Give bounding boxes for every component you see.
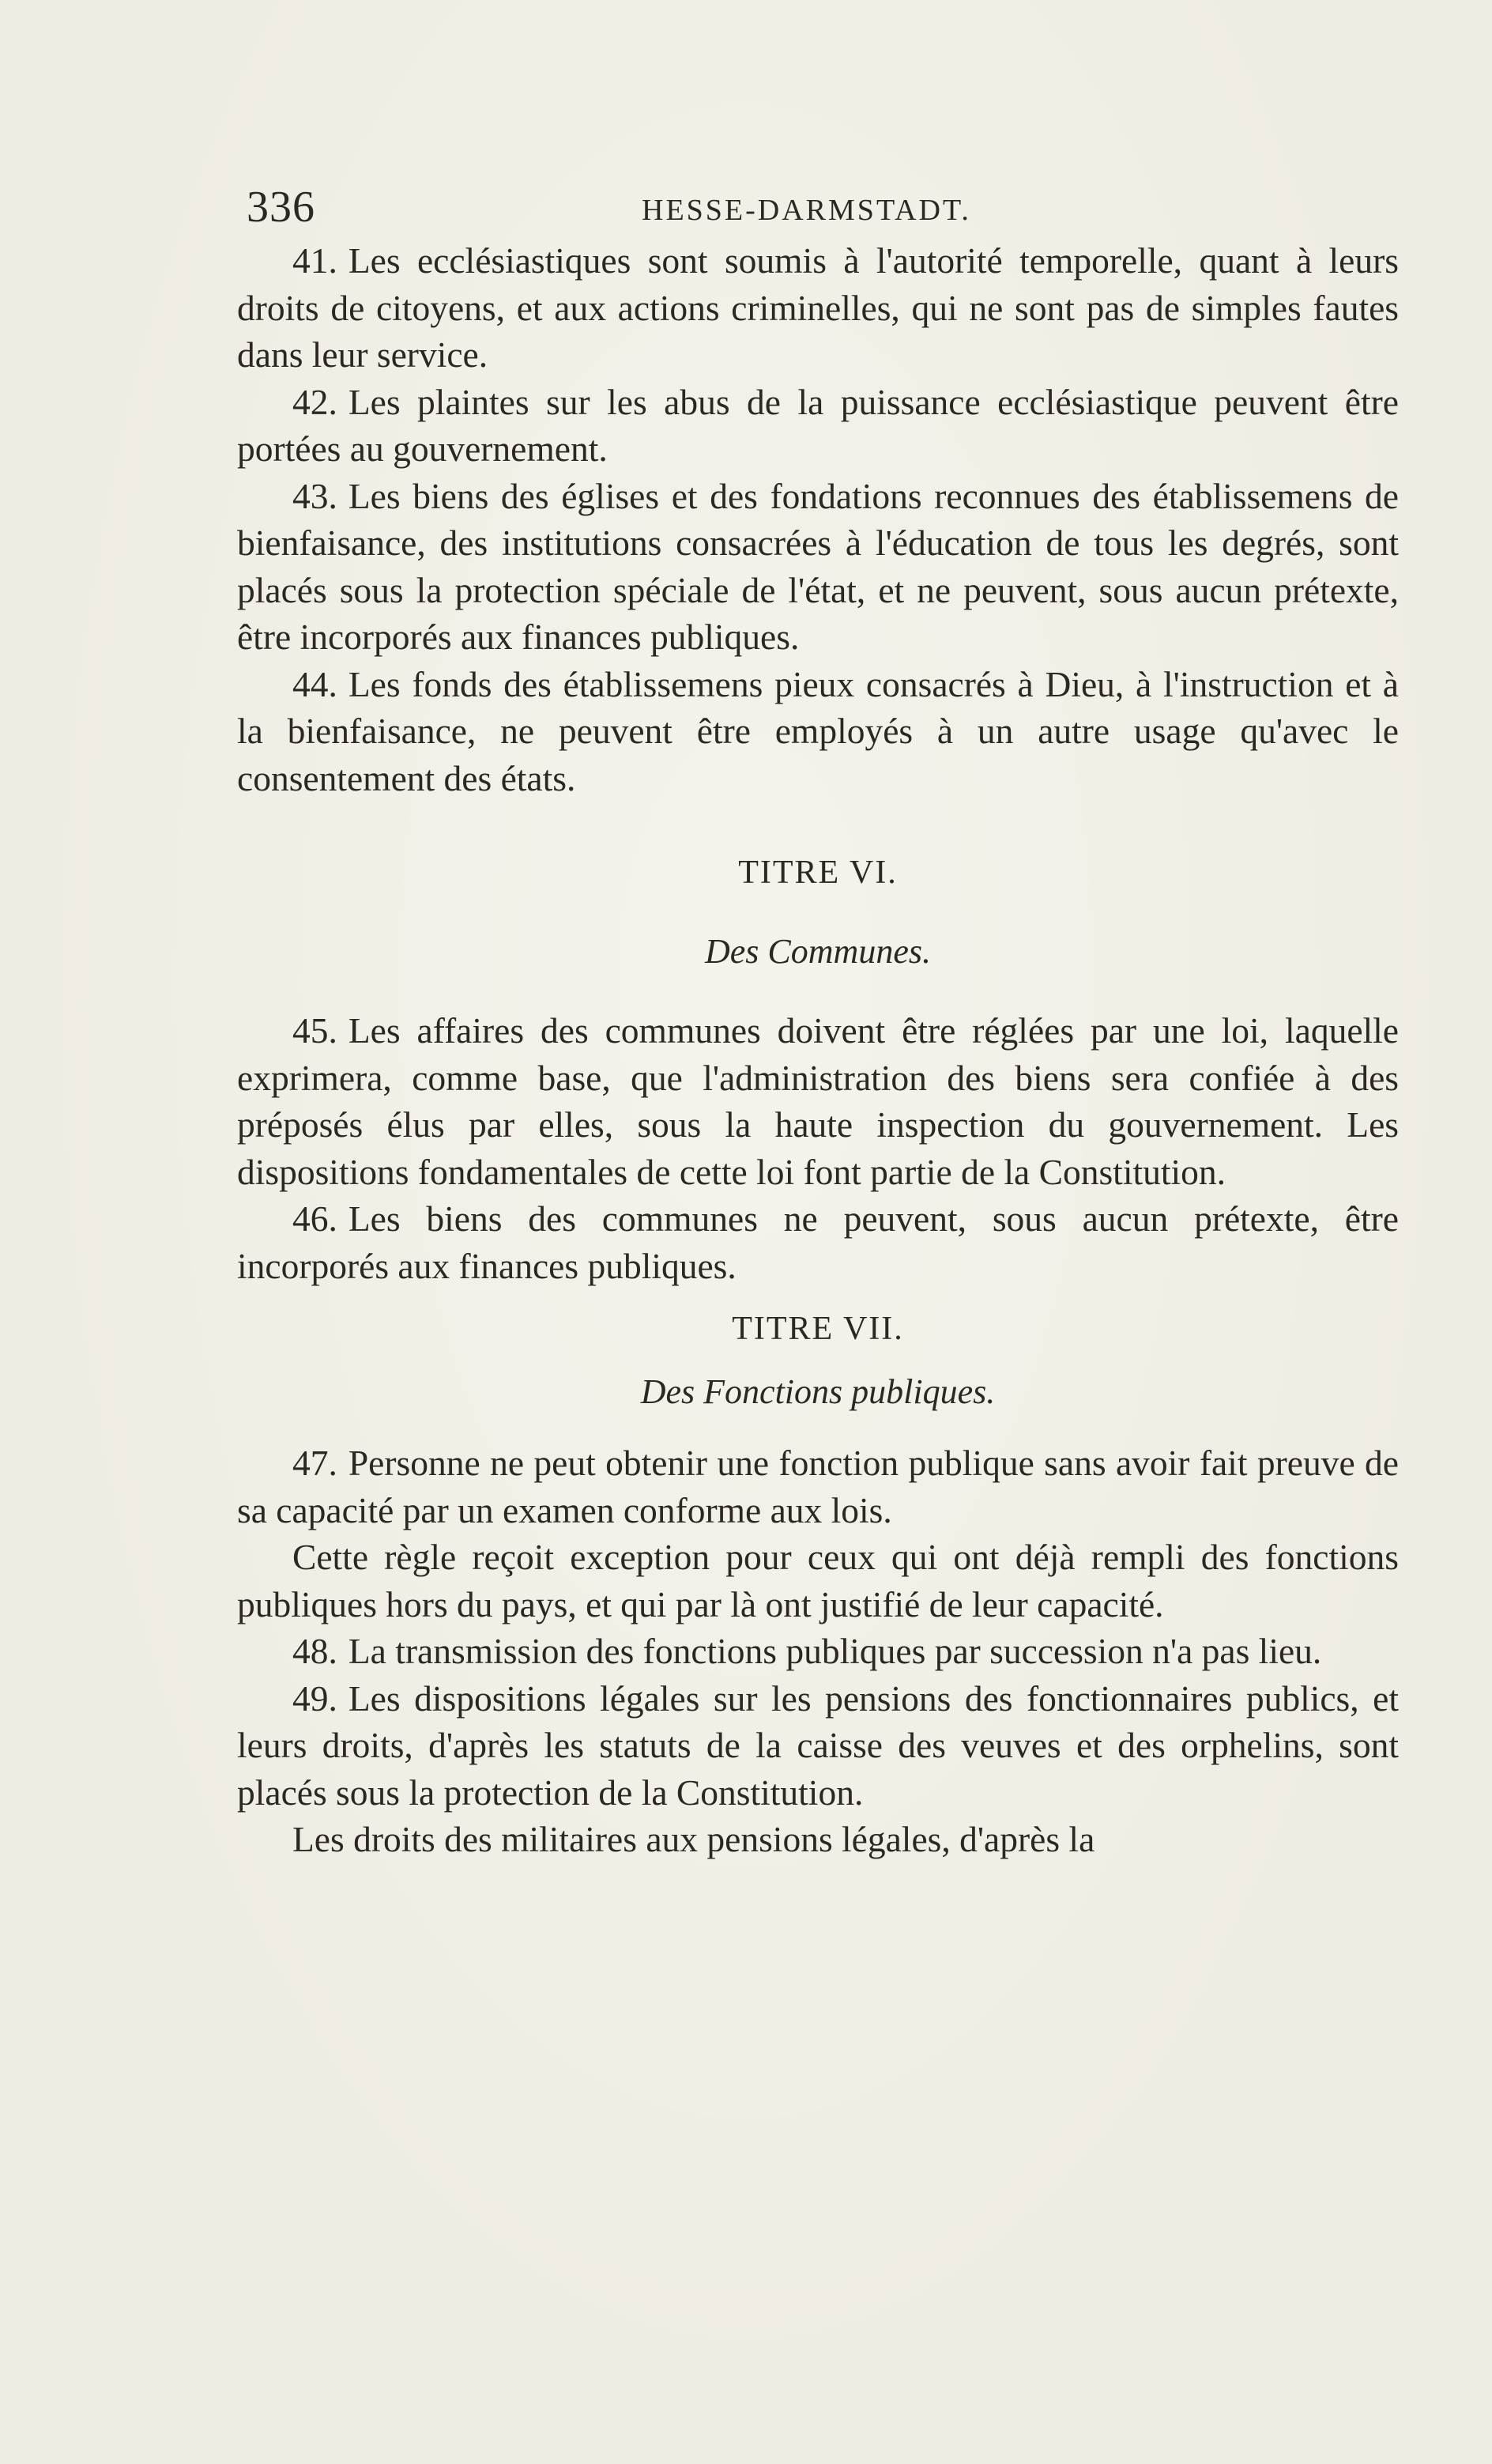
article-47-exception bbox=[237, 1534, 1399, 1628]
article-number: 48. bbox=[292, 1631, 337, 1671]
article-text: Les dispositions légales sur les pensions des fonctionnaires publics, et leurs droits, d'après les statuts de la caisse des veuves et des orphelins, sont placés sous la protection de la Constitution. bbox=[237, 1677, 1399, 1813]
article-text: Les biens des églises et des fondations reconnues des établissemens de bienfaisance, des institutions consacrées à l'éducation de tous les degrés, sont placés sous la protection spéciale de l'état, et ne peuvent, sous aucun prétexte, être incorporés aux finances publiques. bbox=[237, 475, 1399, 657]
article-text: Personne ne peut obtenir une fonction publique sans avoir fait preuve de sa capacité par un examen conforme aux lois. bbox=[237, 1443, 1399, 1530]
article-45 bbox=[237, 1007, 1399, 1195]
article-49 bbox=[237, 1675, 1399, 1817]
article-46 bbox=[237, 1195, 1399, 1289]
titre-vi-subtitle: Des Communes. bbox=[705, 932, 931, 971]
article-number: 46. bbox=[292, 1198, 337, 1239]
article-text: Les ecclésiastiques sont soumis à l'autorité temporelle, quant à leurs droits de citoyens, et aux actions criminelles, qui ne sont pas de simples fautes dans leur service. bbox=[237, 240, 1399, 375]
article-number: 44. bbox=[292, 663, 337, 704]
article-text: Cette règle reçoit exception pour ceux qui ont déjà rempli des fonctions publiques hors du pays, et qui par là ont justifié de leur capacité. bbox=[237, 1537, 1399, 1624]
article-41 bbox=[237, 237, 1399, 379]
article-text: Les plaintes sur les abus de la puissance ecclésiastique peuvent être portées au gouvernement. bbox=[237, 381, 1399, 469]
article-number: 41. bbox=[292, 240, 337, 281]
article-number: 45. bbox=[292, 1010, 337, 1051]
page-body bbox=[237, 237, 1399, 1863]
page-header bbox=[247, 182, 1416, 237]
page-number: 336 bbox=[247, 183, 315, 232]
article-number: 49. bbox=[292, 1677, 337, 1719]
article-text: La transmission des fonctions publiques par succession n'a pas lieu. bbox=[348, 1631, 1322, 1671]
running-head: HESSE-DARMSTADT. bbox=[642, 194, 971, 227]
article-42 bbox=[237, 379, 1399, 473]
titre-vii-heading: TITRE VII. bbox=[732, 1311, 904, 1347]
article-49-continuation bbox=[237, 1816, 1399, 1863]
article-text: Les affaires des communes doivent être réglées par une loi, laquelle exprimera, comme base, que l'administration des biens sera confiée à des préposés élus par elles, sous la haute inspection du gouvernement. Les dispositions fondamentales de cette loi font partie de la Constitution. bbox=[237, 1010, 1399, 1192]
article-number: 42. bbox=[292, 381, 337, 422]
article-text: Les fonds des établissemens pieux consacrés à Dieu, à l'instruction et à la bienfaisance, ne peuvent être employés à un autre usage qu'avec le consentement des états. bbox=[237, 663, 1399, 798]
titre-vii-subtitle: Des Fonctions publiques. bbox=[640, 1372, 996, 1411]
article-48 bbox=[237, 1628, 1399, 1675]
article-text: Les droits des militaires aux pensions légales, d'après la bbox=[292, 1819, 1095, 1859]
article-47 bbox=[237, 1440, 1399, 1534]
article-number: 47. bbox=[292, 1443, 337, 1483]
article-number: 43. bbox=[292, 475, 337, 516]
article-43 bbox=[237, 473, 1399, 661]
article-text: Les biens des communes ne peuvent, sous aucun prétexte, être incorporés aux finances publiques. bbox=[237, 1198, 1399, 1286]
article-44 bbox=[237, 661, 1399, 802]
titre-vi-heading: TITRE VI. bbox=[738, 855, 898, 891]
